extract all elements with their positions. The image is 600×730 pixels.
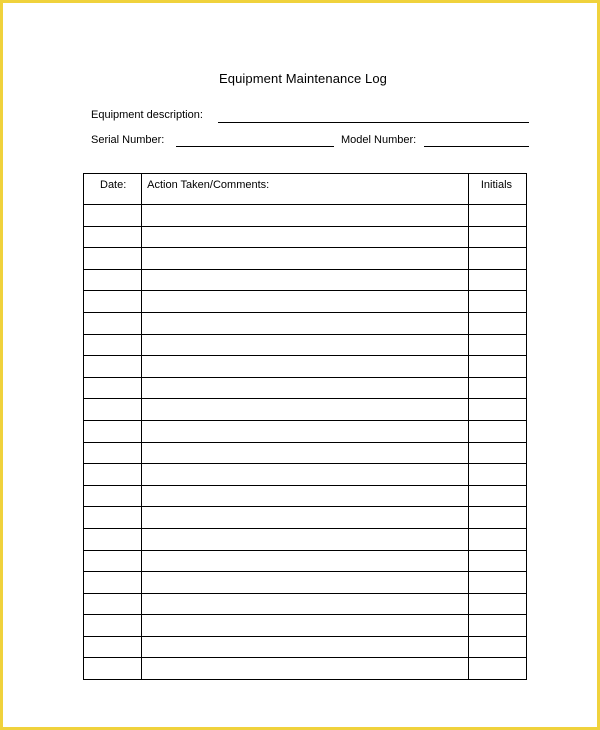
serial-number-field[interactable]	[176, 146, 334, 147]
action-cell[interactable]	[142, 528, 469, 550]
table-row	[84, 485, 527, 507]
date-cell[interactable]	[84, 291, 142, 313]
table-row	[84, 399, 527, 421]
table-row	[84, 442, 527, 464]
table-row	[84, 269, 527, 291]
action-cell[interactable]	[142, 377, 469, 399]
action-cell[interactable]	[142, 658, 469, 680]
initials-cell[interactable]	[468, 464, 526, 486]
table-row	[84, 248, 527, 270]
initials-cell[interactable]	[468, 205, 526, 227]
date-cell[interactable]	[84, 485, 142, 507]
action-cell[interactable]	[142, 636, 469, 658]
initials-cell[interactable]	[468, 528, 526, 550]
initials-cell[interactable]	[468, 550, 526, 572]
table-row	[84, 291, 527, 313]
table-row	[84, 356, 527, 378]
initials-cell[interactable]	[468, 593, 526, 615]
initials-cell[interactable]	[468, 485, 526, 507]
date-cell[interactable]	[84, 205, 142, 227]
initials-cell[interactable]	[468, 636, 526, 658]
table-row	[84, 572, 527, 594]
table-row	[84, 593, 527, 615]
model-number-label: Model Number:	[341, 134, 417, 146]
date-cell[interactable]	[84, 334, 142, 356]
action-cell[interactable]	[142, 291, 469, 313]
initials-cell[interactable]	[468, 226, 526, 248]
action-cell[interactable]	[142, 550, 469, 572]
table-header-row	[84, 174, 527, 205]
column-header-action: Action Taken/Comments:	[142, 174, 469, 205]
initials-cell[interactable]	[468, 399, 526, 421]
model-number-field[interactable]	[424, 146, 529, 147]
action-cell[interactable]	[142, 442, 469, 464]
table-row	[84, 226, 527, 248]
action-cell[interactable]	[142, 205, 469, 227]
date-cell[interactable]	[84, 442, 142, 464]
initials-cell[interactable]	[468, 377, 526, 399]
serial-number-label: Serial Number:	[91, 134, 165, 146]
table-row	[84, 615, 527, 637]
table-row	[84, 205, 527, 227]
column-header-initials: Initials	[468, 174, 526, 205]
date-cell[interactable]	[84, 248, 142, 270]
date-cell[interactable]	[84, 464, 142, 486]
action-cell[interactable]	[142, 226, 469, 248]
date-cell[interactable]	[84, 420, 142, 442]
action-cell[interactable]	[142, 420, 469, 442]
initials-cell[interactable]	[468, 312, 526, 334]
action-cell[interactable]	[142, 399, 469, 421]
action-cell[interactable]	[142, 248, 469, 270]
table-row	[84, 550, 527, 572]
action-cell[interactable]	[142, 485, 469, 507]
initials-cell[interactable]	[468, 572, 526, 594]
table-row	[84, 528, 527, 550]
equipment-description-field[interactable]	[218, 122, 529, 123]
date-cell[interactable]	[84, 658, 142, 680]
action-cell[interactable]	[142, 507, 469, 529]
action-cell[interactable]	[142, 269, 469, 291]
table-row	[84, 334, 527, 356]
initials-cell[interactable]	[468, 442, 526, 464]
table-row	[84, 507, 527, 529]
action-cell[interactable]	[142, 615, 469, 637]
initials-cell[interactable]	[468, 248, 526, 270]
initials-cell[interactable]	[468, 356, 526, 378]
action-cell[interactable]	[142, 593, 469, 615]
date-cell[interactable]	[84, 636, 142, 658]
initials-cell[interactable]	[468, 291, 526, 313]
initials-cell[interactable]	[468, 615, 526, 637]
date-cell[interactable]	[84, 269, 142, 291]
date-cell[interactable]	[84, 615, 142, 637]
action-cell[interactable]	[142, 356, 469, 378]
date-cell[interactable]	[84, 572, 142, 594]
table-row	[84, 636, 527, 658]
initials-cell[interactable]	[468, 658, 526, 680]
table-row	[84, 312, 527, 334]
date-cell[interactable]	[84, 377, 142, 399]
maintenance-log-table	[83, 173, 527, 680]
action-cell[interactable]	[142, 312, 469, 334]
table-row	[84, 658, 527, 680]
date-cell[interactable]	[84, 226, 142, 248]
date-cell[interactable]	[84, 507, 142, 529]
equipment-description-label: Equipment description:	[91, 109, 203, 121]
table-row	[84, 420, 527, 442]
date-cell[interactable]	[84, 593, 142, 615]
date-cell[interactable]	[84, 528, 142, 550]
initials-cell[interactable]	[468, 334, 526, 356]
date-cell[interactable]	[84, 399, 142, 421]
page-title: Equipment Maintenance Log	[218, 71, 387, 86]
date-cell[interactable]	[84, 550, 142, 572]
initials-cell[interactable]	[468, 507, 526, 529]
table-row	[84, 464, 527, 486]
date-cell[interactable]	[84, 356, 142, 378]
table-body	[84, 205, 527, 680]
column-header-date: Date:	[84, 174, 142, 205]
action-cell[interactable]	[142, 464, 469, 486]
table-row	[84, 377, 527, 399]
action-cell[interactable]	[142, 572, 469, 594]
date-cell[interactable]	[84, 312, 142, 334]
action-cell[interactable]	[142, 334, 469, 356]
initials-cell[interactable]	[468, 420, 526, 442]
initials-cell[interactable]	[468, 269, 526, 291]
